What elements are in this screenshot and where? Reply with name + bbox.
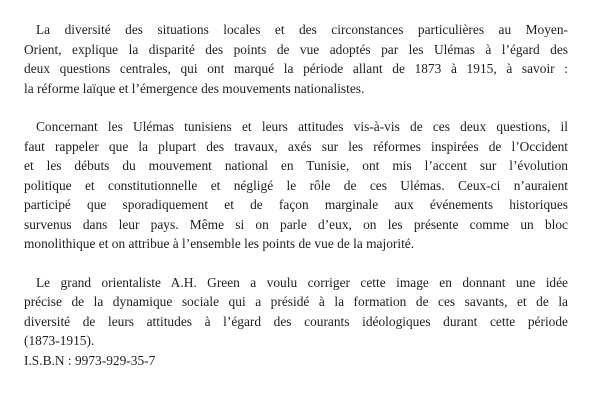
paragraph-line: Le grand orientaliste A.H. Green a voulu corriger cette image en donnant une idée — [36, 274, 568, 290]
paragraph-3 — [24, 273, 568, 371]
paragraph-line: précise de la dynamique sociale qui a présidé à la formation de ces savants, et de la — [24, 294, 568, 309]
paragraph-line: (1873-1915). — [24, 333, 95, 348]
paragraph-line: deux questions centrales, qui ont marqué la période allant de 1873 à 1915, à savoir : — [24, 61, 568, 76]
paragraph-line: survenus dans leur pays. Même si on parle d’eux, on les présente comme un bloc — [24, 216, 568, 232]
paragraph-line: la réforme laïque et l’émergence des mouvements nationalistes. — [24, 80, 365, 96]
paragraph-2 — [24, 117, 568, 254]
paragraph-1 — [24, 20, 568, 98]
paragraph-line: participé que sporadiquement et de façon marginale aux événements historiques — [24, 197, 568, 212]
paragraph-line: et les débuts du mouvement national en Tunisie, ont mis l’accent sur l’évolution — [24, 158, 568, 173]
paragraph-line: diversité de leurs attitudes à l’égard des courants idéologiques durant cette période — [24, 313, 568, 329]
paragraph-line: Orient, explique la disparité des points de vue adoptés par les Ulémas à l’égard des — [24, 41, 568, 57]
paragraph-line: monolithique et on attribue à l’ensemble les points de vue de la majorité. — [24, 236, 415, 251]
paragraph-line: Concernant les Ulémas tunisiens et leurs attitudes vis-à-vis de ces deux questions, il — [36, 119, 568, 134]
paragraph-line: faut rappeler que la plupart des travaux, axés sur les réformes inspirées de l’Occident — [24, 138, 568, 154]
paragraph-line: politique et constitutionnelle et négligé le rôle de ces Ulémas. Ceux-ci n’auraient — [24, 177, 568, 193]
paragraph-line: La diversité des situations locales et des circonstances particulières au Moyen- — [36, 22, 568, 37]
isbn-line: I.S.B.N : 9973-929-35-7 — [24, 352, 156, 368]
